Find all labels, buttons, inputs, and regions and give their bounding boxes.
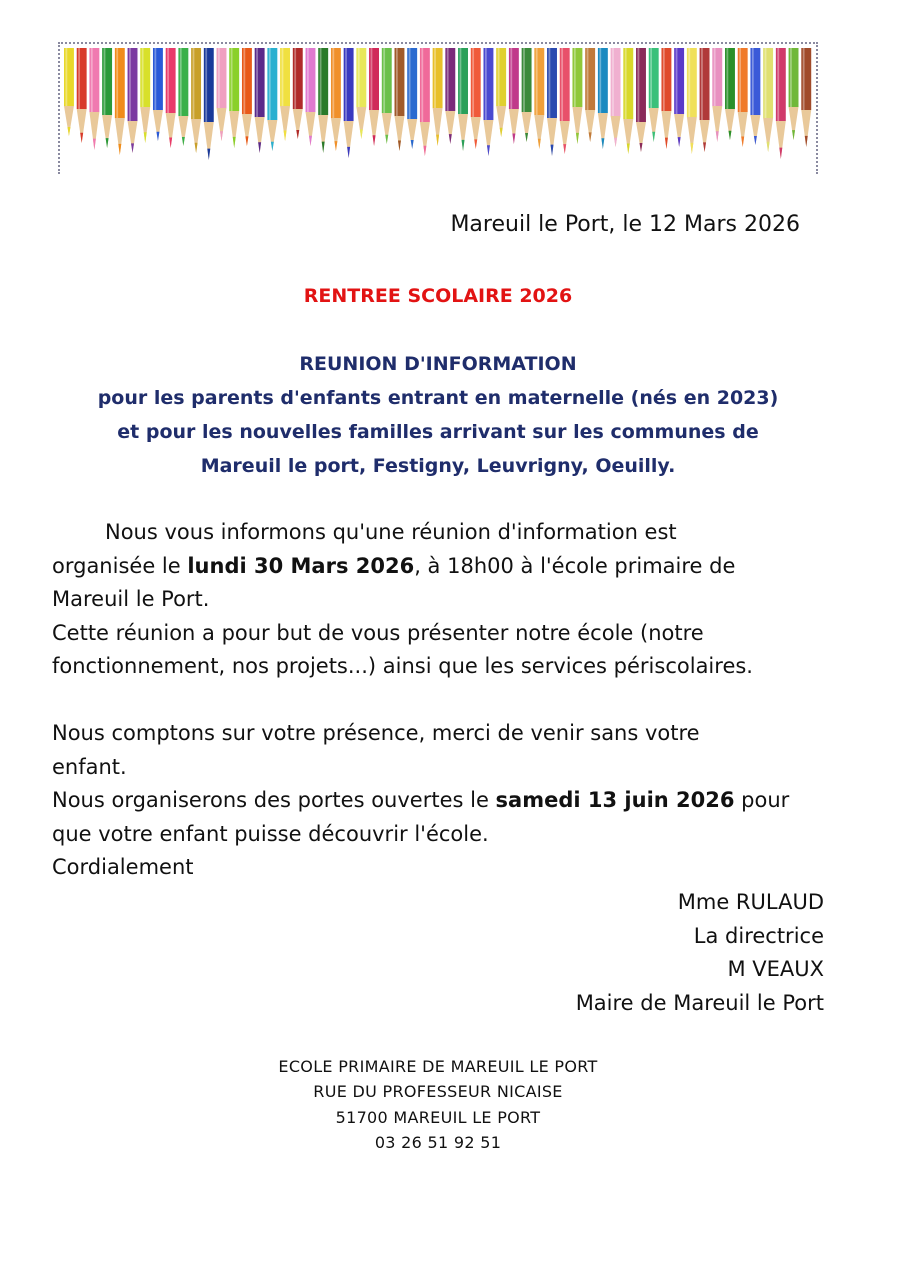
audience-line-3: Mareuil le port, Festigny, Leuvrigny, Oeuilly. — [200, 455, 676, 477]
pencil-icon — [242, 48, 252, 146]
body-line: Nous vous informons qu'une réunion d'information est — [105, 520, 677, 544]
body-text: , à 18h00 à l'école primaire de — [414, 553, 736, 578]
pencils-illustration — [64, 48, 814, 172]
pencil-icon — [712, 48, 722, 142]
pencil-icon — [204, 48, 214, 160]
signatory-role: La directrice — [693, 923, 824, 948]
pencil-icon — [306, 48, 316, 146]
body-line: que votre enfant puisse découvrir l'école. — [52, 821, 489, 846]
body-line — [52, 784, 842, 818]
pencil-icon — [674, 48, 684, 147]
body-line: Mareuil le Port. — [52, 587, 210, 612]
pencil-icon — [725, 48, 735, 140]
pencil-icon — [395, 48, 405, 151]
pencil-icon — [382, 48, 392, 144]
body-line: fonctionnement, nos projets...) ainsi que les services périscolaires. — [52, 654, 753, 679]
body-line: Nous comptons sur votre présence, merci de venir sans votre — [52, 720, 700, 745]
pencil-icon — [229, 48, 239, 148]
pencil-icon — [420, 48, 430, 156]
signature-block — [576, 886, 824, 1020]
reunion-heading: REUNION D'INFORMATION — [299, 353, 577, 375]
open-day-date: samedi 13 juin 2026 — [495, 788, 735, 813]
pencil-icon — [102, 48, 112, 148]
body-text: organisée le — [52, 553, 188, 578]
pencil-icon — [700, 48, 710, 152]
pencil-icon — [560, 48, 570, 154]
audience-line-2: et pour les nouvelles familles arrivant sur les communes de — [117, 421, 759, 443]
body-line: Cette réunion a pour but de vous présenter notre école (notre — [52, 620, 704, 645]
pencil-icon — [217, 48, 227, 141]
body-text: Nous organiserons des portes ouvertes le — [52, 788, 496, 813]
pencil-icon — [115, 48, 125, 155]
address-line: 51700 MAREUIL LE PORT — [335, 1107, 541, 1127]
letter-body — [52, 516, 842, 885]
reunion-heading-block — [0, 347, 876, 483]
pencil-icon — [344, 48, 354, 158]
rentree-heading: RENTREE SCOLAIRE 2026 — [303, 285, 573, 307]
body-line — [52, 550, 842, 584]
pencil-icon — [738, 48, 748, 147]
pencil-icon — [331, 48, 341, 151]
pencil-icon — [191, 48, 201, 153]
pencil-icon — [280, 48, 290, 141]
pencil-icon — [611, 48, 621, 147]
signatory-name: M VEAUX — [727, 957, 824, 982]
meeting-date: lundi 30 Mars 2026 — [187, 553, 415, 578]
pencil-icon — [128, 48, 138, 153]
pencil-icon — [623, 48, 633, 154]
pencil-icon — [585, 48, 595, 142]
pencil-icon — [77, 48, 87, 143]
closing: Cordialement — [52, 855, 194, 880]
phone-number: 03 26 51 92 51 — [374, 1132, 502, 1152]
pencil-icon — [636, 48, 646, 152]
pencil-icon — [255, 48, 265, 153]
school-address — [0, 1054, 876, 1155]
pencil-icon — [369, 48, 379, 146]
pencil-icon — [140, 48, 150, 143]
pencil-icon — [776, 48, 786, 159]
pencil-icon — [750, 48, 760, 145]
pencil-icon — [687, 48, 697, 154]
pencil-icon — [153, 48, 163, 141]
pencil-icon — [789, 48, 799, 140]
pencil-icon — [166, 48, 176, 148]
address-line: ECOLE PRIMAIRE DE MAREUIL LE PORT — [278, 1057, 598, 1076]
pencil-icon — [64, 48, 74, 136]
pencil-icon — [356, 48, 366, 139]
pencils-banner — [58, 42, 818, 174]
body-line: enfant. — [52, 754, 127, 779]
signatory-name: Mme RULAUD — [677, 890, 824, 914]
pencil-icon — [458, 48, 468, 151]
pencil-icon — [293, 48, 303, 139]
signatory-role: Maire de Mareuil le Port — [575, 990, 824, 1015]
date-line: Mareuil le Port, le 12 Mars 2026 — [450, 212, 800, 237]
pencil-icon — [471, 48, 481, 149]
pencil-icon — [483, 48, 493, 156]
pencil-icon — [496, 48, 506, 137]
pencil-icon — [801, 48, 811, 147]
audience-line-1: pour les parents d'enfants entrant en maternelle (nés en 2023) — [97, 387, 779, 409]
address-line: RUE DU PROFESSEUR NICAISE — [313, 1082, 563, 1102]
pencil-icon — [509, 48, 519, 144]
pencil-icon — [598, 48, 608, 149]
pencil-icon — [318, 48, 328, 153]
pencil-icon — [445, 48, 455, 144]
pencil-icon — [547, 48, 557, 156]
pencil-icon — [89, 48, 99, 150]
pencil-icon — [763, 48, 773, 152]
pencil-icon — [267, 48, 277, 151]
pencil-icon — [572, 48, 582, 144]
pencil-icon — [522, 48, 532, 142]
pencil-icon — [407, 48, 417, 149]
pencil-icon — [534, 48, 544, 149]
pencil-icon — [178, 48, 188, 146]
pencil-icon — [661, 48, 671, 149]
pencil-icon — [433, 48, 443, 146]
pencil-icon — [649, 48, 659, 142]
body-text: pour — [734, 788, 790, 813]
